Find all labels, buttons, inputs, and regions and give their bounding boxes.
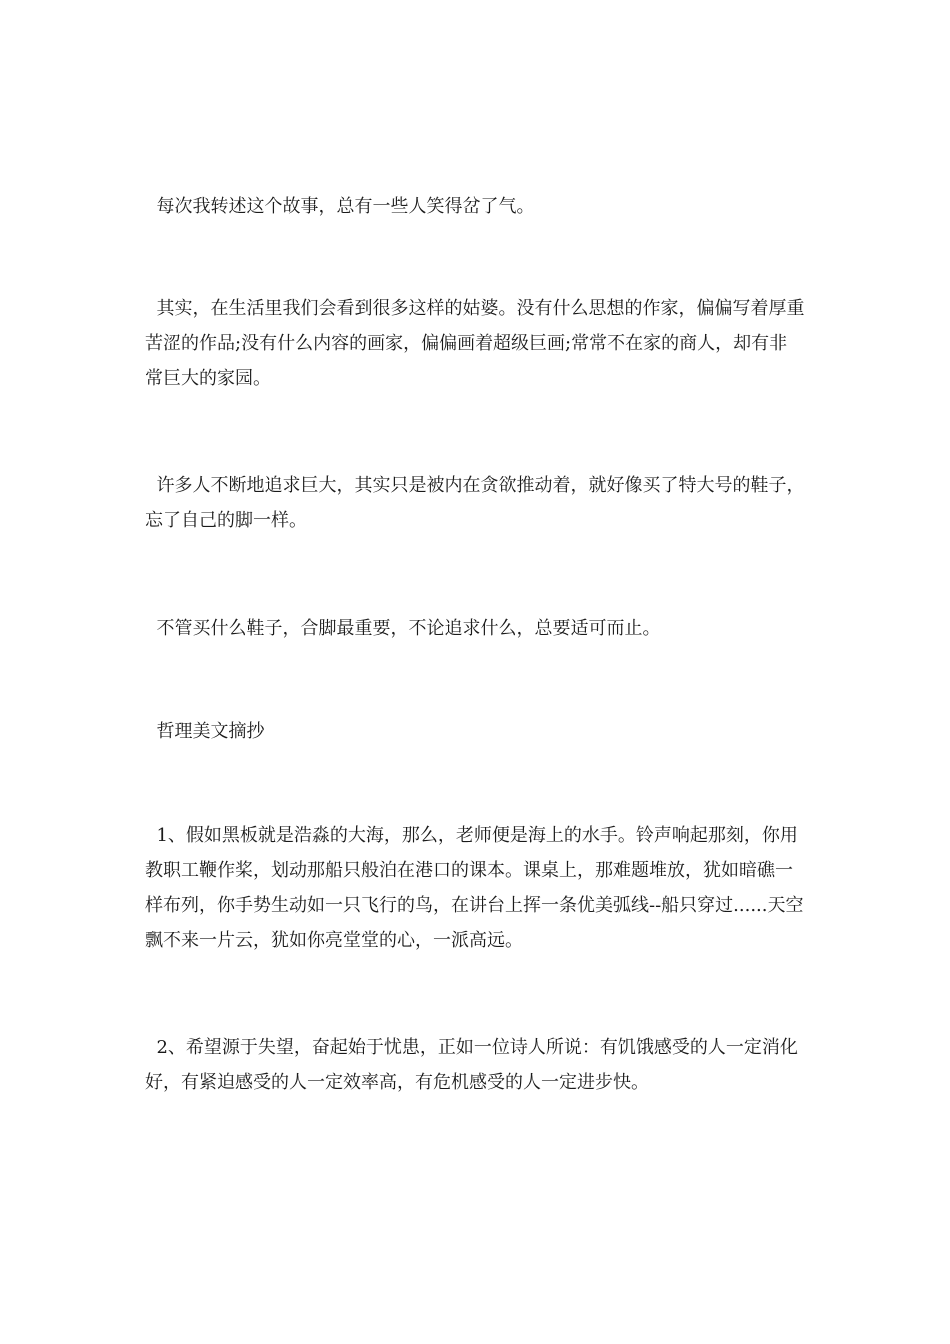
paragraph-story-retell: 每次我转述这个故事，总有一些人笑得岔了气。 (145, 196, 535, 217)
paragraph-item-2: 2、希望源于失望，奋起始于忧患，正如一位诗人所说：有饥饿感受的人一定消化好，有紧迫感受的人一定效率高，有危机感受的人一定进步快。 (145, 1037, 798, 1093)
section-heading: 哲理美文摘抄 (145, 721, 265, 742)
paragraph-shoes-fit: 不管买什么鞋子，合脚最重要，不论追求什么，总要适可而止。 (145, 618, 661, 639)
paragraph-item-1: 1、假如黑板就是浩淼的大海，那么，老师便是海上的水手。铃声响起那刻，你用教职工鞭作桨，划动那船只般泊在港口的课本。课桌上，那难题堆放，犹如暗礁一样布列，你手势生动如一只飞行的鸟，在讲台上挥一条优美弧线--船只穿过......天空飘不来一片云，犹如你亮堂堂的心，一派高远。 (145, 825, 804, 951)
paragraph-pursuing-greatness: 许多人不断地追求巨大，其实只是被内在贪欲推动着，就好像买了特大号的鞋子，忘了自己的脚一样。 (145, 475, 805, 531)
paragraph-aunt-examples: 其实，在生活里我们会看到很多这样的姑婆。没有什么思想的作家，偏偏写着厚重苦涩的作品;没有什么内容的画家，偏偏画着超级巨画;常常不在家的商人，却有非常巨大的家园。 (145, 298, 805, 389)
